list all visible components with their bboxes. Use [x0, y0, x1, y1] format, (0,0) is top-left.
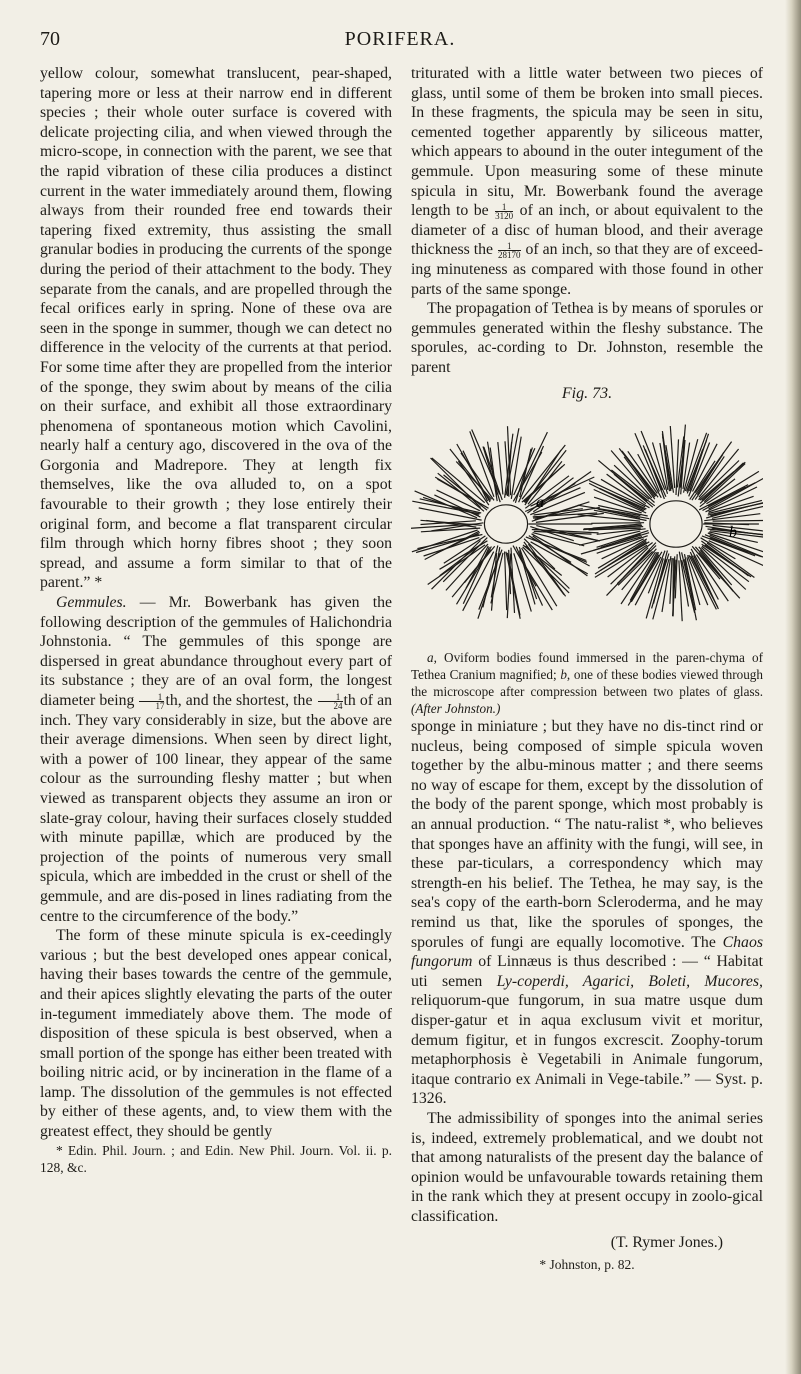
spicule-line: [419, 508, 482, 520]
fraction-den: 3120: [495, 211, 514, 222]
spicule-line: [472, 430, 500, 495]
right-column: [411, 64, 763, 1273]
spicule-line: [412, 501, 479, 514]
gemmules-text-b: th, and the shortest, the: [165, 692, 317, 709]
right-paragraph-1: [411, 64, 763, 299]
page-edge-shadow: [785, 0, 801, 1374]
fraction-den: 24: [318, 701, 343, 710]
spicula-text-c: of an inch, so that they are of exceed-ing minuteness as compared with those found in other parts of the same sponge.: [411, 241, 763, 298]
right-paragraph-3: [411, 717, 763, 1109]
fraction-den: 17: [139, 701, 164, 710]
fraction-num: 1: [501, 202, 507, 213]
fraction-num: 1: [335, 691, 341, 702]
spicule-line: [591, 523, 644, 524]
figure-73-illustration: [411, 409, 763, 649]
left-paragraph-1: yellow colour, somewhat translucent, pear-shaped, tapering more or less at their narrow end in different species ; their whole outer surface is covered with delicate projecting cilia, and when viewed through the micro-scope, in connection with the parent, we see that the rapid vibration of these cilia produces a distinct current in the water immediately around them, flowing always from their rounded free end towards their tapering fixed extremity, thus assisting the small granular bodies in producing the currents of the sponge during the period of their attachment to the body. They separate from the canals, and are propelled through the fecal orifices early in spring. None of these ova are seen in the sponge in summer, though we can detect no difference in the velocity of the currents at that period. For some time after they are propelled from the interior of the sponge, they swim about by means of the cilia on their surface, and exhibit all those extraordinary phenomena of spontaneous motion which Cavolini, nearly half a century ago, discovered in the ova of the Gorgonia and Madrepore. They at length fix themselves, like the ova alluded to, on a spot favourable to their growth ; they lose entirely their original form, and become a flat transparent circular film through which horny fibres shoot ; they soon spread, and assume a form similar to that of the parent.” *: [40, 65, 392, 592]
gemmules-heading: Gemmules.: [56, 594, 127, 612]
spicula-text-a: triturated with a little water between two pieces of glass, until some of them be broken into small pieces. In these fragments, the spicula may be seen in situ, cemented together apparently by siliceous matter, which appears to abound in the outer integument of the gemmule. Upon measuring some of these minute spicula in situ, Mr. Bowerbank found the average length to be: [411, 65, 763, 220]
figure-label: Fig. 73.: [561, 384, 613, 402]
figure-letter-a: a: [536, 494, 544, 512]
spicule-line: [690, 434, 709, 491]
fraction-num: 1: [157, 691, 163, 702]
chaos-fungorum: Chaos fungorum: [411, 933, 763, 971]
caption-text-1: , Oviform bodies found immersed in the paren-chyma of Tethea Cranium magnified;: [411, 650, 763, 683]
left-column: [40, 64, 392, 1176]
sporules-text-a: sponge in miniature ; but they have no dis-tinct rind or nucleus, being composed of simple spicula woven together by the albu-minous matter ; and there seems no way of escape for them, except by the dissolution of the body of the parent sponge, which most probably is an annual production. “ The natu-ralist *, who believes that sponges have an affinity with the fungi, will see, in these par-ticulars, a correspondency which may strength-en his belief. The Tethea, he may say, is the sea's copy of the earth-born Scleroderma, and he may remind us that, like the sporules of sponges, the sporules of fungi are equally locomotive. The: [411, 718, 763, 951]
sporules-text-c: reliquorum-que fungorum, in sua matre usque dum disper-gatur et in aqua exclusum vivit et moritur, demum figitur, et in fungos excrescit. Zoophy-torum metaphorphosis è Vegetabili in Animale fungorum, itaque contrario ex Animali in Vege-tabile.” — Syst. p. 1326.: [411, 992, 763, 1108]
right-paragraph-2: The propagation of Tethea is by means of sporules or gemmules generated within the fleshy substance. The sporules, ac-cording to Dr. Johnston, resemble the parent: [411, 300, 763, 376]
caption-credit: (After Johnston.): [411, 701, 501, 717]
caption-text-2: , one of these bodies viewed through the microscope after compression between two plates of glass.: [411, 667, 763, 700]
oviform-body-a: [411, 426, 604, 619]
spicule-line: [696, 555, 728, 602]
body-core: [484, 505, 527, 543]
spicule-line: [498, 442, 503, 494]
gemmules-text-c: th of an inch. They vary considerably in size, but the above are their average dimensions. When seen by direct light, with a power of 100 linear, they appear of the same colour as the surrounding fleshy matter ; but when viewed as transparent objects they assume an iron or slate-gray colour, having their surfaces closely studded with minute papillæ, which are produced by the projection of the points of numerous very small spicula, which are imbedded in the crust or shell of the gemmule, and are dis-posed in lines radiating from the centre to the circumference of the body.”: [40, 692, 392, 925]
right-footnote: * Johnston, p. 82.: [539, 1257, 635, 1273]
page-header: [40, 28, 760, 56]
left-paragraph-gemmules: [40, 593, 392, 926]
gemmules-text-a: — Mr. Bowerbank has given the following description of the gemmules of Halichondria Johnstonia. “ The gemmules of this sponge are dispersed in great abundance throughout every part of its substance ; they are of an oval form, the longest diameter being: [40, 594, 392, 709]
spicule-line: [421, 528, 480, 532]
compressed-body-b: [578, 425, 763, 622]
spicule-line: [505, 552, 507, 611]
running-title: PORIFERA.: [344, 28, 456, 50]
page-number: 70: [40, 28, 60, 50]
caption-letter-a: a: [427, 650, 434, 666]
figure-caption: [411, 649, 763, 717]
author-signature: (T. Rymer Jones.): [610, 1233, 723, 1251]
figure-73: [411, 409, 763, 649]
right-paragraph-4: The admissibility of sponges into the animal series is, indeed, extremely problematical, and we doubt not that among naturalists of the present day the balance of opinion would be unfavourable towards retaining them in the rank which they at present occupy in zoolo-gical classification.: [411, 1109, 763, 1225]
fraction-shortest-diameter: [318, 693, 343, 710]
sporules-text-b: of Linnæus is thus described : — “ Habitat uti semen: [411, 953, 763, 990]
figure-letter-b: b: [729, 524, 737, 542]
latin-genera: Ly-coperdi, Agarici, Boleti, Mucores,: [496, 972, 763, 990]
spicule-line: [589, 483, 644, 510]
caption-letter-b: b: [560, 667, 567, 683]
body-core: [650, 501, 702, 547]
spicule-line: [450, 449, 491, 501]
fraction-longest-diameter: [139, 693, 164, 710]
spicule-line: [670, 558, 672, 604]
fraction-num: 1: [507, 241, 512, 252]
spicula-text-b: of an inch, or about equivalent to the diameter of a disc of human blood, and their average thickness the: [411, 202, 763, 259]
fraction-den: 28170: [498, 250, 521, 261]
left-footnote: * Edin. Phil. Journ. ; and Edin. New Phil. Journ. Vol. ii. p. 128, &c.: [40, 1142, 392, 1175]
left-paragraph-3: The form of these minute spicula is ex-ceedingly various ; but the best developed ones appear conical, having their bases towards the centre of the gemmule, and their apices slightly elevating the parts of the outer in-tegument immediately above them. The mode of disposition of these spicula is best observed, when a small portion of the sponge has either been treated with boiling nitric acid, or by incineration in the flame of a lamp. The dissolution of the gemmules is not effected by either of these agents, and, to view them with the greatest effect, they should be gently: [40, 927, 392, 1141]
spicule-line: [619, 448, 656, 496]
spicule-line: [458, 461, 489, 505]
fraction-spicula-thickness: [498, 242, 521, 259]
spicule-line: [713, 520, 763, 521]
fraction-spicula-length: [495, 203, 513, 220]
spicule-line: [524, 539, 555, 569]
